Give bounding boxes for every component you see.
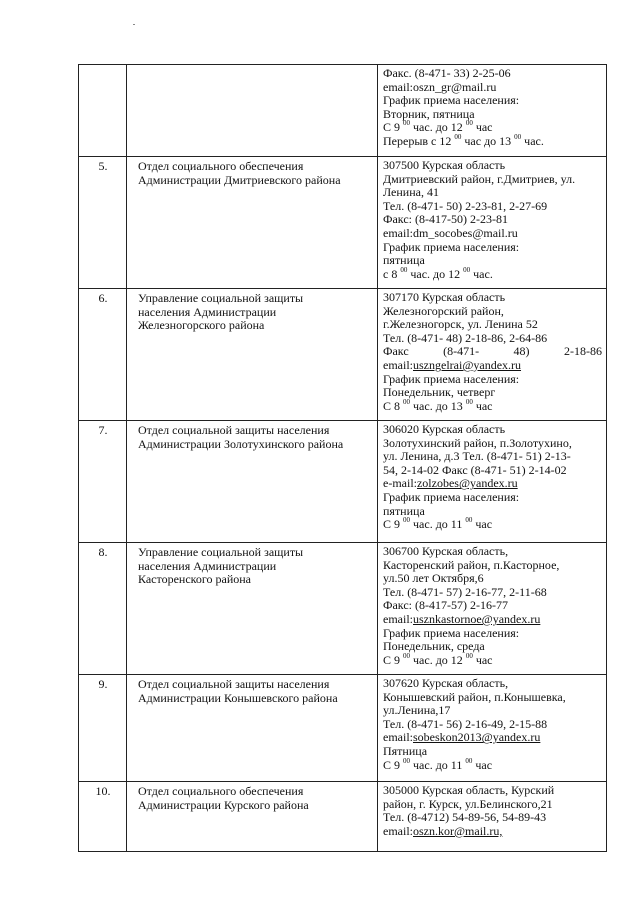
row-number: 6. [79, 289, 127, 421]
department-name-line: населения Администрации [138, 304, 277, 319]
contact-line: ул.50 лет Октября,6 [383, 571, 484, 586]
contact-line: Ленина, 41 [383, 185, 439, 200]
department-name-line: Администрации Конышевского района [138, 690, 338, 705]
row-number [79, 65, 127, 157]
contact-line: График приема населения: [383, 93, 520, 108]
row-number: 10. [79, 782, 127, 852]
department-name-line: Отдел социального обеспечения [138, 784, 304, 798]
contact-line: 307170 Курская область [383, 290, 506, 304]
contact-line: 307620 Курская область, [383, 676, 509, 690]
contact-line: Дмитриевский район, г.Дмитриев, ул. [383, 171, 576, 186]
contact-line: Пятница [383, 743, 428, 758]
contact-line: С 9 $^{00}$ час. до 12 $^{00}$ час [383, 119, 493, 135]
department-name [127, 421, 378, 543]
department-name-line: Отдел социальной защиты населения [138, 677, 330, 691]
department-name-line: Отдел социального обеспечения [138, 159, 304, 173]
contact-line: График приема населения: [383, 489, 520, 504]
contact-info [378, 289, 607, 421]
table-row [79, 543, 607, 675]
department-name [127, 675, 378, 782]
row-number: 8. [79, 543, 127, 675]
contact-line: Факс (8-471- 48) 2-18-86 [383, 344, 602, 359]
contact-line: Тел. (8-471- 56) 2-16-49, 2-15-88 [383, 716, 548, 731]
contact-line: Конышевский район, п.Конышевка, [383, 689, 566, 704]
department-name [127, 543, 378, 675]
social-services-table [78, 64, 607, 852]
contact-line: ул.Ленина,17 [383, 703, 451, 718]
contact-line: email:sobeskon2013@yandex.ru [383, 730, 541, 745]
contact-line: email:oszn.kor@mail.ru, [383, 823, 503, 838]
contact-info [378, 421, 607, 543]
contact-line: Тел. (8-471- 50) 2-23-81, 2-27-69 [383, 198, 548, 213]
contact-line: 306700 Курская область, [383, 544, 509, 558]
row-number: 5. [79, 157, 127, 289]
scan-mark [133, 24, 135, 25]
contact-info [378, 543, 607, 675]
department-name [127, 157, 378, 289]
contact-line: График приема населения: [383, 371, 520, 386]
contact-line: район, г. Курск, ул.Белинского,21 [383, 796, 553, 811]
department-name-line: Отдел социальной защиты населения [138, 423, 330, 437]
table-row [79, 421, 607, 543]
contact-line: с 8 $^{00}$ час. до 12 $^{00}$ час. [383, 265, 493, 281]
table-row [79, 289, 607, 421]
contact-line: Тел. (8-471- 48) 2-18-86, 2-64-86 [383, 330, 548, 345]
department-name-line: Железногорского района [138, 318, 265, 333]
contact-line: пятница [383, 253, 425, 268]
contact-line: г.Железногорск, ул. Ленина 52 [383, 317, 538, 332]
department-name-line: Управление социальной защиты [138, 291, 304, 305]
contact-line: e-mail:zolzobes@yandex.ru [383, 476, 518, 491]
table-row [79, 782, 607, 852]
contact-line: Понедельник, среда [383, 639, 485, 654]
contact-line: Вторник, пятница [383, 106, 475, 121]
contact-line: С 9 $^{00}$ час. до 12 $^{00}$ час [383, 651, 493, 667]
contact-line: Факс: (8-417-50) 2-23-81 [383, 212, 508, 227]
row-number: 9. [79, 675, 127, 782]
table-row [79, 157, 607, 289]
department-name [127, 782, 378, 852]
contact-line: Перерыв с 12 $^{00}$ час до 13 $^{00}$ час. [383, 132, 544, 148]
department-name-line: Администрации Дмитриевского района [138, 172, 341, 187]
contact-line: 305000 Курская область, Курский [383, 783, 555, 797]
contact-line: email:oszn_gr@mail.ru [383, 79, 497, 94]
contact-info [378, 675, 607, 782]
row-number: 7. [79, 421, 127, 543]
contact-line: Касторенский район, п.Касторное, [383, 557, 560, 572]
contact-line: Факс: (8-417-57) 2-16-77 [383, 598, 508, 613]
contact-info [378, 782, 607, 852]
contact-line: С 9 $^{00}$ час. до 11 $^{00}$ час [383, 756, 493, 772]
contact-line: пятница [383, 503, 425, 518]
contact-line: 54, 2-14-02 Факс (8-471- 51) 2-14-02 [383, 462, 567, 477]
department-name-line: населения Администрации [138, 558, 277, 573]
contact-line: ул. Ленина, д.3 Тел. (8-471- 51) 2-13- [383, 449, 571, 464]
contact-line: С 8 $^{00}$ час. до 13 $^{00}$ час [383, 397, 493, 413]
contact-info [378, 157, 607, 289]
department-name-line: Касторенского района [138, 572, 251, 587]
contact-line: 306020 Курская область [383, 422, 506, 436]
contact-line: Факс. (8-471- 33) 2-25-06 [383, 66, 511, 80]
table-row [79, 675, 607, 782]
contact-line: С 9 $^{00}$ час. до 11 $^{00}$ час [383, 516, 493, 532]
contact-line: Понедельник, четверг [383, 385, 496, 400]
department-name-line: Управление социальной защиты [138, 545, 304, 559]
contact-line: email:uszngelrai@yandex.ru [383, 357, 522, 372]
contact-line: Тел. (8-471- 57) 2-16-77, 2-11-68 [383, 584, 547, 599]
contact-line: График приема населения: [383, 239, 520, 254]
department-name [127, 65, 378, 157]
contact-info [378, 65, 607, 157]
contact-line: email:dm_socobes@mail.ru [383, 225, 518, 240]
contact-line: 307500 Курская область [383, 158, 506, 172]
table-row [79, 65, 607, 157]
department-name-line: Администрации Курского района [138, 797, 309, 812]
contact-line: Тел. (8-4712) 54-89-56, 54-89-43 [383, 810, 547, 825]
contact-line: Железногорский район, [383, 303, 504, 318]
department-name [127, 289, 378, 421]
department-name-line: Администрации Золотухинского района [138, 436, 344, 451]
contact-line: График приема населения: [383, 625, 520, 640]
contact-line: email:usznkastornoe@yandex.ru [383, 611, 541, 626]
contact-line: Золотухинский район, п.Золотухино, [383, 435, 572, 450]
